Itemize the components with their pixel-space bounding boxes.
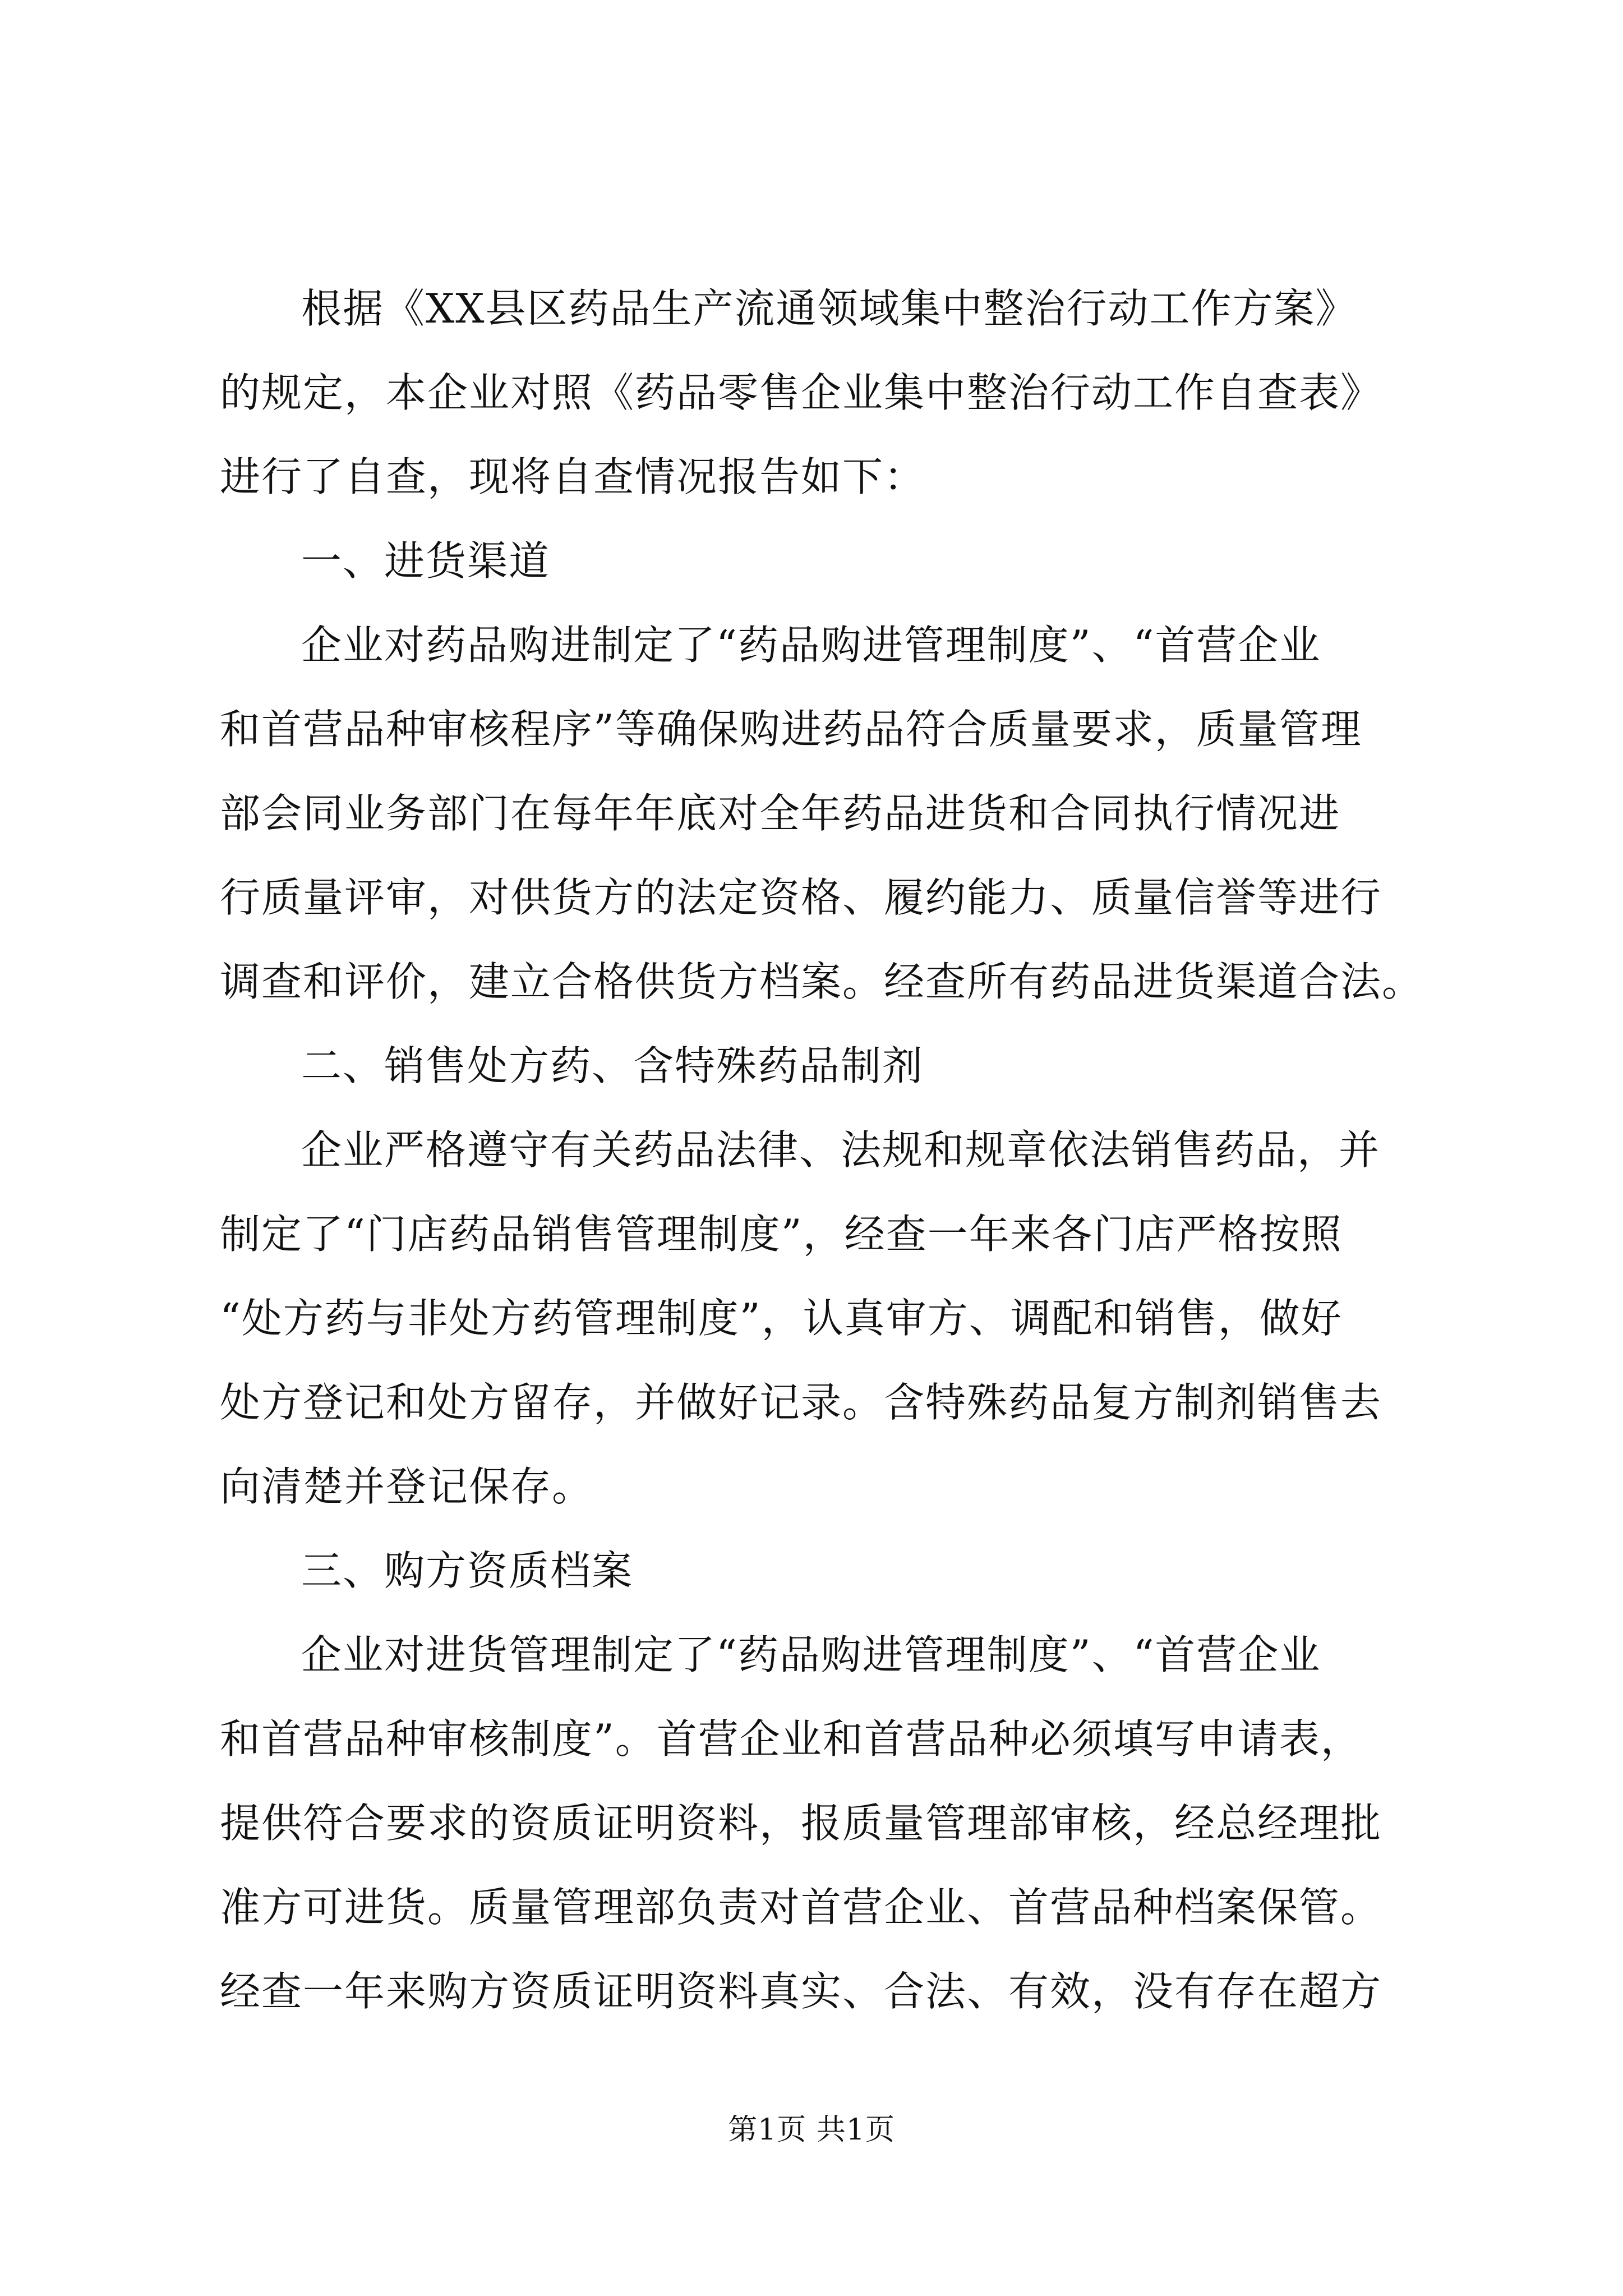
section-heading-1: 一、进货渠道 <box>301 537 551 585</box>
paragraph-line: 行质量评审，对供货方的法定资格、履约能力、质量信誉等进行 <box>220 874 1382 921</box>
paragraph-line: “处方药与非处方药管理制度”，认真审方、调配和销售，做好 <box>220 1295 1343 1342</box>
paragraph-line: 调查和评价，建立合格供货方档案。经查所有药品进货渠道合法。 <box>220 958 1424 1005</box>
paragraph-line: 准方可进货。质量管理部负责对首营企业、首营品种档案保管。 <box>220 1884 1382 1931</box>
section-heading-3: 三、购方资质档案 <box>301 1547 634 1594</box>
paragraph-line: 进行了自查，现将自查情况报告如下： <box>220 453 926 500</box>
paragraph-line: 提供符合要求的资质证明资料，报质量管理部审核，经总经理批 <box>220 1800 1382 1847</box>
document-body <box>220 266 1424 2033</box>
paragraph-line: 和首营品种审核程序”等确保购进药品符合质量要求，质量管理 <box>220 706 1362 753</box>
section-heading-2: 二、销售处方药、含特殊药品制剂 <box>301 1042 924 1089</box>
paragraph-line: 的规定，本企业对照《药品零售企业集中整治行动工作自查表》 <box>220 369 1382 416</box>
paragraph-line: 经查一年来购方资质证明资料真实、合法、有效，没有存在超方 <box>220 1968 1382 2015</box>
paragraph-line: 和首营品种审核制度”。首营企业和首营品种必须填写申请表， <box>220 1715 1362 1763</box>
paragraph-line: 向清楚并登记保存。 <box>220 1463 594 1510</box>
paragraph-line: 企业对进货管理制定了“药品购进管理制度”、“首营企业 <box>301 1631 1321 1678</box>
paragraph-line: 处方登记和处方留存，并做好记录。含特殊药品复方制剂销售去 <box>220 1379 1382 1426</box>
paragraph-line: 制定了“门店药品销售管理制度”，经查一年来各门店严格按照 <box>220 1211 1343 1258</box>
paragraph-line: 企业严格遵守有关药品法律、法规和规章依法销售药品，并 <box>301 1126 1381 1174</box>
paragraph-line: 根据《XX县区药品生产流通领域集中整治行动工作方案》 <box>301 285 1357 332</box>
page-footer <box>0 2110 1623 2150</box>
paragraph-line: 企业对药品购进制定了“药品购进管理制度”、“首营企业 <box>301 622 1321 669</box>
page-number: 第1页 共1页 <box>728 2113 895 2147</box>
paragraph-line: 部会同业务部门在每年年底对全年药品进货和合同执行情况进 <box>220 790 1341 837</box>
